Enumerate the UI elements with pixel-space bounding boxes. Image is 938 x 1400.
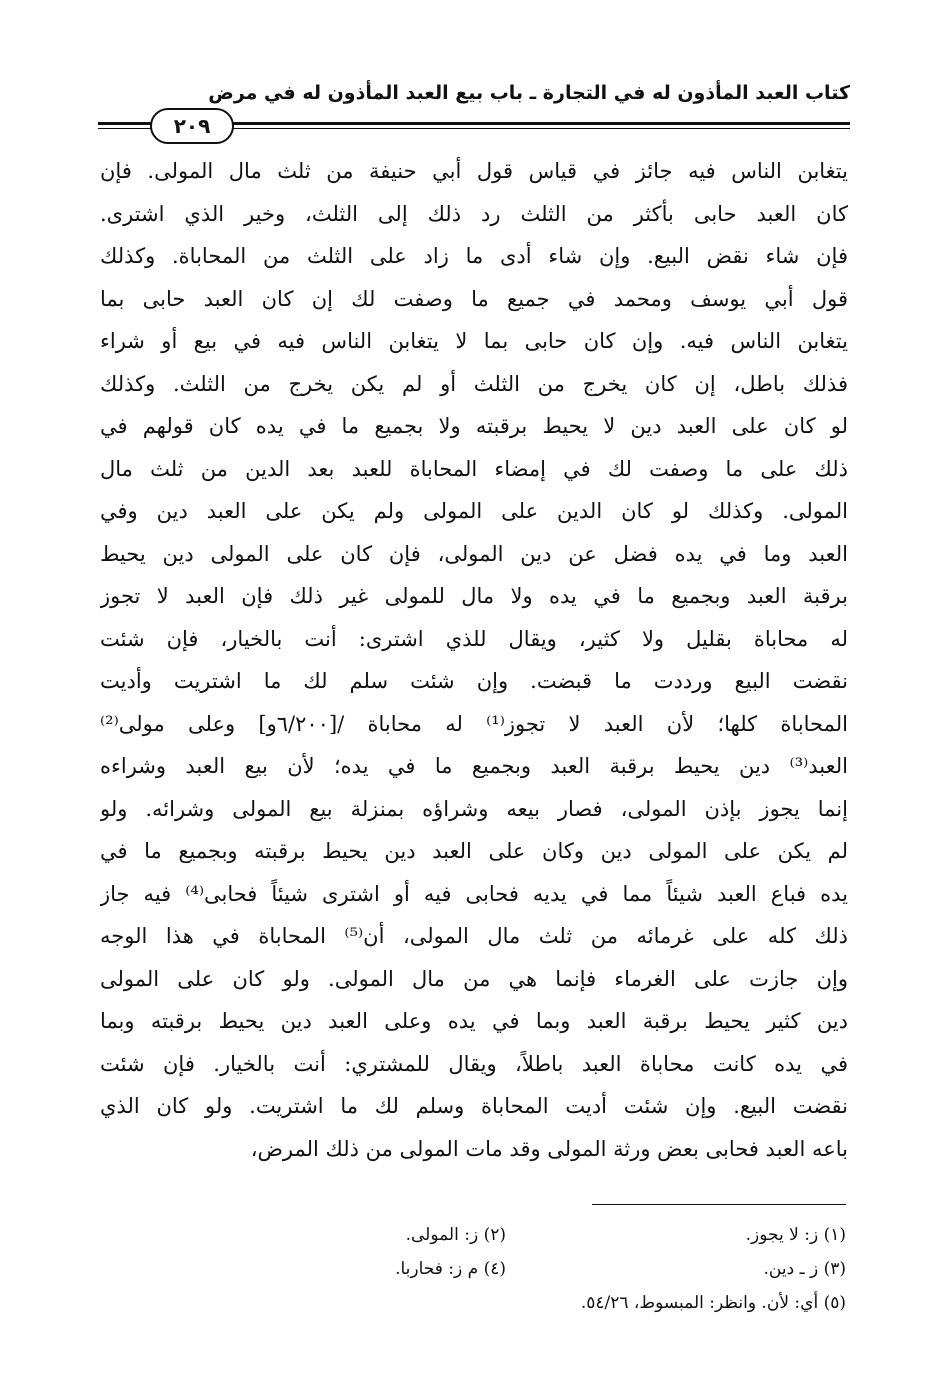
text-line: يتغابن الناس فيه. وإن كان حابى بما لا يتغابن الناس فيه في بيع أو شراء bbox=[100, 329, 848, 353]
footnote-separator bbox=[592, 1204, 846, 1205]
footnote-3: (٣) ز ـ دين. bbox=[763, 1259, 846, 1279]
text-line: لم يكن على المولى دين وكان على العبد دين يحيط برقبته وبجميع ما في bbox=[100, 839, 848, 863]
header-rule-left-thin bbox=[98, 128, 154, 129]
text-line: نقضت البيع. وإن شئت أديت المحاباة وسلم لك ما اشتريت. ولو كان الذي bbox=[100, 1094, 848, 1118]
text-line: فإن شاء نقض البيع. وإن شاء أدى ما زاد على الثلث من المحاباة. وكذلك bbox=[100, 244, 848, 268]
text-line: العبد⁽³⁾ دين يحيط برقبة العبد وبجميع ما في يده؛ لأن بيع العبد وشراءه bbox=[100, 754, 848, 778]
text-line: المحاباة كلها؛ لأن العبد لا تجوز⁽¹⁾ له محاباة /[٦/٢٠٠و] وعلى مولى⁽²⁾ bbox=[100, 711, 848, 736]
footnote-2: (٢) ز: المولى. bbox=[405, 1225, 506, 1245]
main-text bbox=[100, 150, 848, 1170]
text-line: باعه العبد فحابى بعض ورثة المولى وقد مات المولى من ذلك المرض، bbox=[250, 1136, 848, 1161]
footnotes bbox=[98, 1218, 846, 1320]
text-line: العبد وما في يده فضل عن دين المولى، فإن كان على المولى دين يحيط bbox=[100, 541, 848, 566]
text-line: وإن جازت على الغرماء فإنما هي من مال المولى. ولو كان على المولى bbox=[100, 966, 848, 991]
text-line: فذلك باطل، إن كان يخرج من الثلث أو لم يكن يخرج من الثلث. وكذلك bbox=[100, 371, 848, 396]
text-line: قول أبي يوسف ومحمد في جميع ما وصفت لك إن كان العبد حابى بما bbox=[100, 286, 848, 311]
running-title: كتاب العبد المأذون له في التجارة ـ باب بيع العبد المأذون له في مرض bbox=[208, 82, 850, 104]
text-line: في يده كانت محاباة العبد باطلاً، ويقال للمشتري: أنت بالخيار. فإن شئت bbox=[100, 1051, 848, 1076]
text-line: ذلك على ما وصفت لك في إمضاء المحاباة للعبد بعد الدين من ثلث مال bbox=[100, 456, 848, 481]
text-line: يتغابن الناس فيه جائز في قياس قول أبي حنيفة من ثلث مال المولى. فإن bbox=[100, 159, 848, 183]
header-rule-thin bbox=[226, 128, 850, 129]
footnote-1: (١) ز: لا يجوز. bbox=[745, 1225, 846, 1245]
text-line: كان العبد حابى بأكثر من الثلث رد ذلك إلى الثلث، وخير الذي اشترى. bbox=[100, 201, 848, 226]
text-line: برقبة العبد وبجميع ما في يده ولا مال للمولى غير ذلك فإن العبد لا تجوز bbox=[100, 584, 848, 608]
text-line: ذلك كله على غرمائه من ثلث مال المولى، أن⁽⁵⁾ المحاباة في هذا الوجه bbox=[100, 924, 848, 948]
text-line: يده فباع العبد شيئاً مما في يديه فحابى فيه أو اشترى شيئاً فحابى⁽⁴⁾ فيه جاز bbox=[100, 881, 848, 906]
text-line: المولى. وكذلك لو كان الدين على المولى ولم يكن على العبد دين وفي bbox=[100, 499, 848, 523]
text-line: نقضت البيع ورددت ما قبضت. وإن شئت سلم لك ما اشتريت وأديت bbox=[100, 669, 848, 693]
footnote-row bbox=[98, 1252, 846, 1286]
footnote-4: (٤) م ز: فحاربا. bbox=[395, 1259, 506, 1279]
text-line: له محاباة بقليل ولا كثير، ويقال للذي اشترى: أنت بالخيار، فإن شئت bbox=[100, 626, 848, 651]
footnote-row bbox=[98, 1286, 846, 1320]
text-line: لو كان على العبد دين لا يحيط برقبته ولا بجميع ما في يده كان قولهم في bbox=[100, 414, 848, 438]
text-line: إنما يجوز بإذن المولى، فصار بيعه وشراؤه بمنزلة بيع المولى وشرائه. ولو bbox=[100, 796, 848, 821]
page-header bbox=[98, 68, 850, 138]
footnote-row bbox=[98, 1218, 846, 1252]
text-line: دين كثير يحيط برقبة العبد وبما في يده وعلى العبد دين يحيط برقبته وبما bbox=[100, 1009, 848, 1033]
page-number-badge: ٢٠٩ bbox=[150, 108, 234, 144]
header-rule-thick bbox=[226, 122, 850, 125]
header-rule-left-thick bbox=[98, 122, 154, 125]
footnote-5: (٥) أي: لأن. وانظر: المبسوط، ٥٤/٢٦. bbox=[580, 1293, 846, 1313]
